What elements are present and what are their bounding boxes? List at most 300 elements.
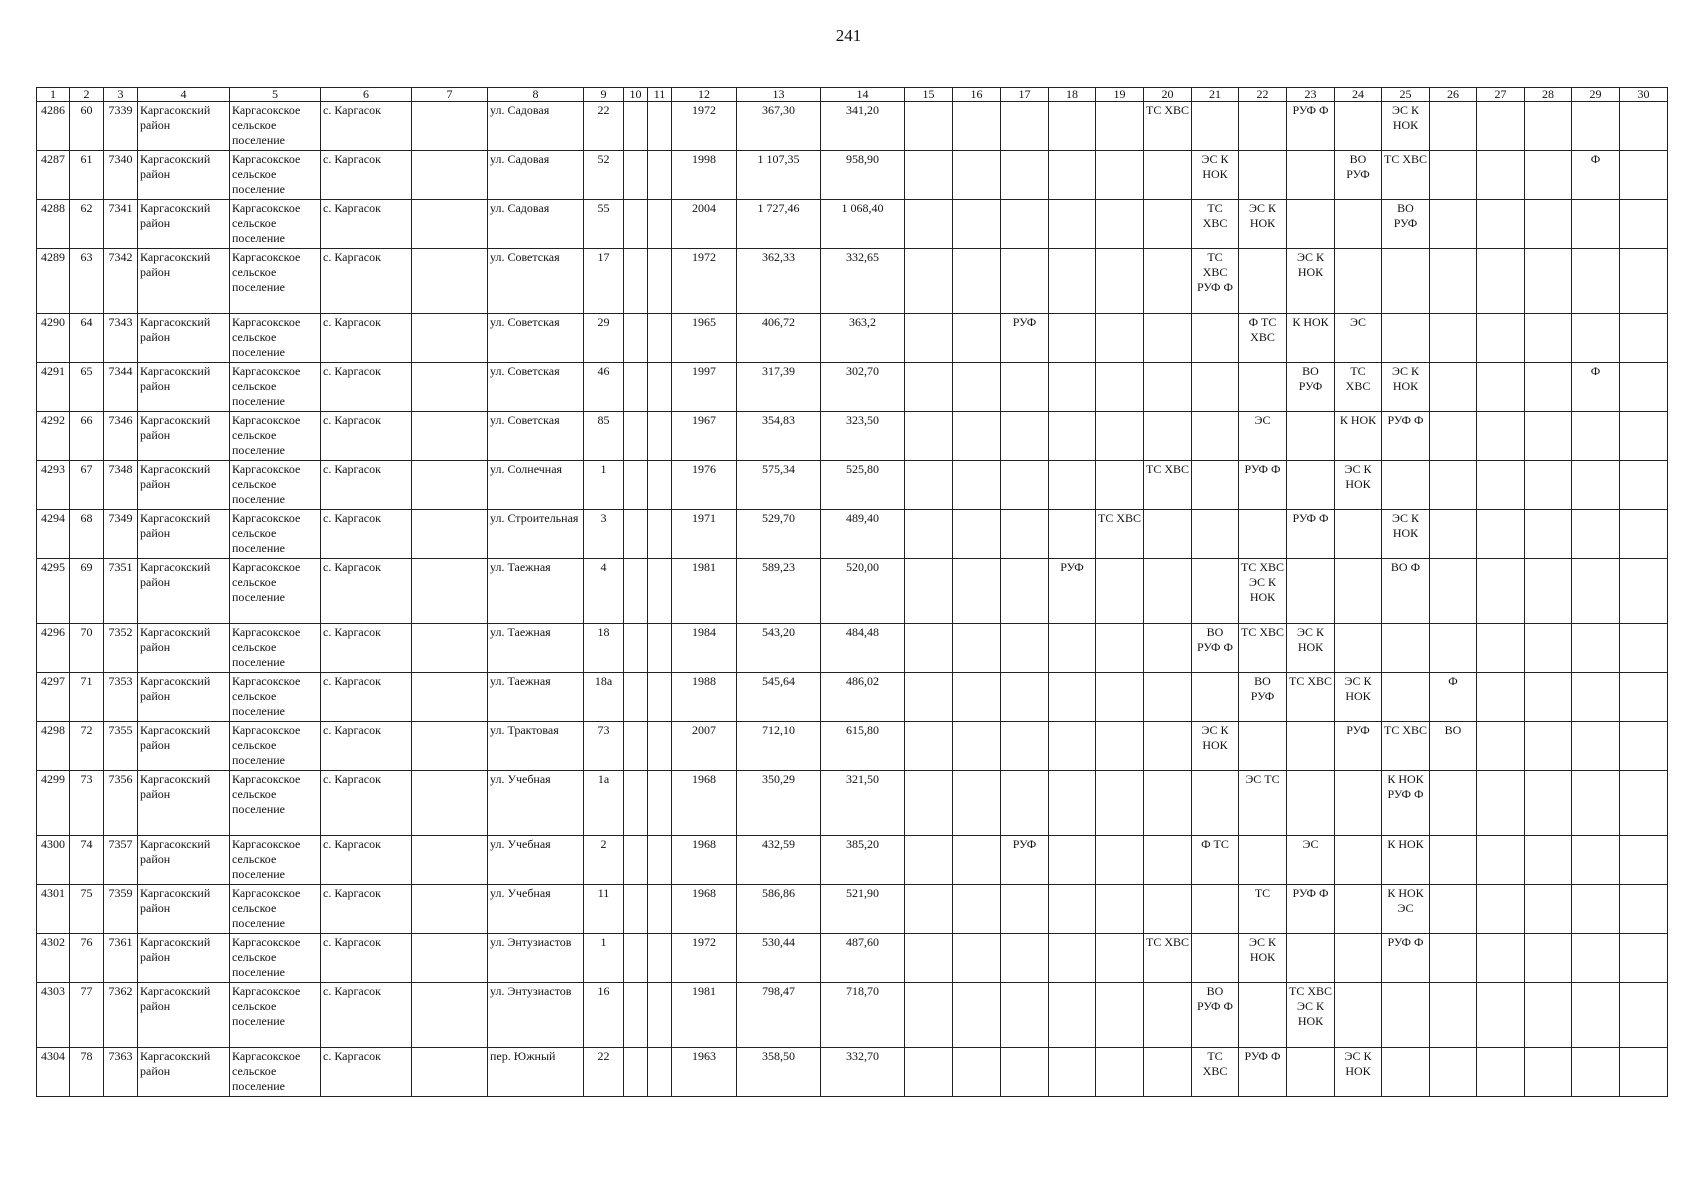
cell-col-7 <box>412 200 488 249</box>
cell-col-29 <box>1572 722 1620 771</box>
cell-col-29: Ф <box>1572 151 1620 200</box>
cell-col-14: 520,00 <box>821 559 905 624</box>
cell-col-15 <box>905 102 953 151</box>
cell-col-5: Каргасокское сельское поселение <box>230 363 321 412</box>
cell-col-3: 7344 <box>104 363 138 412</box>
table-row <box>37 983 1668 1048</box>
cell-col-11 <box>648 885 672 934</box>
cell-col-13: 432,59 <box>737 836 821 885</box>
cell-col-21: ТС ХВС РУФ Ф <box>1192 249 1239 314</box>
cell-col-17 <box>1001 461 1049 510</box>
cell-col-27 <box>1477 510 1525 559</box>
cell-col-8: ул. Учебная <box>488 885 584 934</box>
column-header-16: 16 <box>953 88 1001 102</box>
cell-col-12: 1968 <box>672 885 737 934</box>
cell-col-30 <box>1620 624 1668 673</box>
cell-col-29 <box>1572 249 1620 314</box>
cell-col-17 <box>1001 624 1049 673</box>
cell-col-26 <box>1430 461 1477 510</box>
cell-col-24: ЭС К НОК <box>1335 461 1382 510</box>
cell-col-24 <box>1335 624 1382 673</box>
cell-col-16 <box>953 314 1001 363</box>
cell-col-7 <box>412 1048 488 1097</box>
cell-col-8: ул. Садовая <box>488 151 584 200</box>
cell-col-28 <box>1525 1048 1572 1097</box>
cell-col-29 <box>1572 412 1620 461</box>
cell-col-9: 1 <box>584 461 624 510</box>
cell-col-22: ТС <box>1239 885 1287 934</box>
cell-col-28 <box>1525 510 1572 559</box>
cell-col-20 <box>1144 885 1192 934</box>
cell-col-13: 529,70 <box>737 510 821 559</box>
cell-col-4: Каргасокский район <box>138 771 230 836</box>
cell-col-26 <box>1430 771 1477 836</box>
cell-col-18 <box>1049 771 1096 836</box>
cell-col-29 <box>1572 934 1620 983</box>
cell-col-16 <box>953 363 1001 412</box>
cell-col-13: 1 727,46 <box>737 200 821 249</box>
cell-col-8: ул. Советская <box>488 249 584 314</box>
cell-col-20 <box>1144 1048 1192 1097</box>
cell-col-18 <box>1049 934 1096 983</box>
cell-col-21 <box>1192 102 1239 151</box>
cell-col-20 <box>1144 673 1192 722</box>
cell-col-1: 4296 <box>37 624 70 673</box>
cell-col-28 <box>1525 624 1572 673</box>
cell-col-12: 1967 <box>672 412 737 461</box>
cell-col-9: 3 <box>584 510 624 559</box>
cell-col-9: 55 <box>584 200 624 249</box>
cell-col-28 <box>1525 559 1572 624</box>
cell-col-24: ЭС <box>1335 314 1382 363</box>
cell-col-4: Каргасокский район <box>138 983 230 1048</box>
cell-col-22: Ф ТС ХВС <box>1239 314 1287 363</box>
cell-col-5: Каргасокское сельское поселение <box>230 624 321 673</box>
cell-col-24: ТС ХВС <box>1335 363 1382 412</box>
cell-col-10 <box>624 200 648 249</box>
cell-col-23: ТС ХВС ЭС К НОК <box>1287 983 1335 1048</box>
cell-col-1: 4292 <box>37 412 70 461</box>
cell-col-14: 363,2 <box>821 314 905 363</box>
cell-col-23 <box>1287 934 1335 983</box>
cell-col-2: 75 <box>70 885 104 934</box>
cell-col-25: ЭС К НОК <box>1382 363 1430 412</box>
column-header-8: 8 <box>488 88 584 102</box>
cell-col-4: Каргасокский район <box>138 510 230 559</box>
cell-col-22: РУФ Ф <box>1239 1048 1287 1097</box>
cell-col-24 <box>1335 200 1382 249</box>
cell-col-13: 367,30 <box>737 102 821 151</box>
cell-col-17 <box>1001 102 1049 151</box>
column-header-26: 26 <box>1430 88 1477 102</box>
cell-col-21 <box>1192 559 1239 624</box>
cell-col-10 <box>624 314 648 363</box>
cell-col-6: с. Каргасок <box>321 836 412 885</box>
cell-col-6: с. Каргасок <box>321 624 412 673</box>
cell-col-11 <box>648 510 672 559</box>
cell-col-4: Каргасокский район <box>138 151 230 200</box>
cell-col-29 <box>1572 461 1620 510</box>
column-header-19: 19 <box>1096 88 1144 102</box>
cell-col-1: 4286 <box>37 102 70 151</box>
cell-col-15 <box>905 1048 953 1097</box>
cell-col-17 <box>1001 771 1049 836</box>
cell-col-9: 4 <box>584 559 624 624</box>
cell-col-22 <box>1239 249 1287 314</box>
cell-col-1: 4297 <box>37 673 70 722</box>
cell-col-25 <box>1382 461 1430 510</box>
cell-col-13: 530,44 <box>737 934 821 983</box>
cell-col-27 <box>1477 771 1525 836</box>
cell-col-17 <box>1001 934 1049 983</box>
cell-col-14: 489,40 <box>821 510 905 559</box>
cell-col-22: РУФ Ф <box>1239 461 1287 510</box>
cell-col-23 <box>1287 412 1335 461</box>
cell-col-18 <box>1049 151 1096 200</box>
cell-col-14: 332,65 <box>821 249 905 314</box>
cell-col-17: РУФ <box>1001 314 1049 363</box>
cell-col-5: Каргасокское сельское поселение <box>230 722 321 771</box>
cell-col-19 <box>1096 624 1144 673</box>
cell-col-12: 1976 <box>672 461 737 510</box>
cell-col-16 <box>953 510 1001 559</box>
cell-col-23: К НОК <box>1287 314 1335 363</box>
cell-col-25: РУФ Ф <box>1382 934 1430 983</box>
cell-col-3: 7353 <box>104 673 138 722</box>
cell-col-2: 60 <box>70 102 104 151</box>
cell-col-1: 4287 <box>37 151 70 200</box>
cell-col-15 <box>905 363 953 412</box>
table-row <box>37 314 1668 363</box>
cell-col-25 <box>1382 249 1430 314</box>
cell-col-8: ул. Солнечная <box>488 461 584 510</box>
cell-col-19: ТС ХВС <box>1096 510 1144 559</box>
cell-col-29 <box>1572 1048 1620 1097</box>
cell-col-30 <box>1620 102 1668 151</box>
cell-col-8: ул. Садовая <box>488 102 584 151</box>
table-row <box>37 510 1668 559</box>
cell-col-15 <box>905 249 953 314</box>
cell-col-16 <box>953 934 1001 983</box>
cell-col-15 <box>905 673 953 722</box>
cell-col-21: ЭС К НОК <box>1192 151 1239 200</box>
table-row <box>37 412 1668 461</box>
cell-col-6: с. Каргасок <box>321 151 412 200</box>
cell-col-3: 7362 <box>104 983 138 1048</box>
cell-col-27 <box>1477 885 1525 934</box>
cell-col-6: с. Каргасок <box>321 673 412 722</box>
cell-col-10 <box>624 624 648 673</box>
cell-col-22 <box>1239 363 1287 412</box>
cell-col-14: 341,20 <box>821 102 905 151</box>
cell-col-30 <box>1620 363 1668 412</box>
cell-col-7 <box>412 836 488 885</box>
cell-col-12: 1984 <box>672 624 737 673</box>
cell-col-21 <box>1192 673 1239 722</box>
cell-col-27 <box>1477 461 1525 510</box>
column-header-21: 21 <box>1192 88 1239 102</box>
cell-col-30 <box>1620 249 1668 314</box>
cell-col-9: 22 <box>584 102 624 151</box>
cell-col-27 <box>1477 934 1525 983</box>
cell-col-6: с. Каргасок <box>321 461 412 510</box>
cell-col-18 <box>1049 673 1096 722</box>
cell-col-9: 18а <box>584 673 624 722</box>
cell-col-4: Каргасокский район <box>138 200 230 249</box>
cell-col-6: с. Каргасок <box>321 200 412 249</box>
cell-col-22 <box>1239 983 1287 1048</box>
cell-col-23: РУФ Ф <box>1287 510 1335 559</box>
cell-col-6: с. Каргасок <box>321 934 412 983</box>
cell-col-23 <box>1287 461 1335 510</box>
cell-col-19 <box>1096 934 1144 983</box>
cell-col-15 <box>905 624 953 673</box>
cell-col-22 <box>1239 722 1287 771</box>
cell-col-25 <box>1382 314 1430 363</box>
cell-col-12: 1968 <box>672 771 737 836</box>
cell-col-12: 1963 <box>672 1048 737 1097</box>
cell-col-17 <box>1001 673 1049 722</box>
cell-col-19 <box>1096 722 1144 771</box>
column-header-29: 29 <box>1572 88 1620 102</box>
cell-col-19 <box>1096 200 1144 249</box>
cell-col-14: 615,80 <box>821 722 905 771</box>
cell-col-11 <box>648 363 672 412</box>
cell-col-1: 4294 <box>37 510 70 559</box>
column-header-11: 11 <box>648 88 672 102</box>
cell-col-6: с. Каргасок <box>321 102 412 151</box>
cell-col-21 <box>1192 771 1239 836</box>
cell-col-6: с. Каргасок <box>321 363 412 412</box>
cell-col-1: 4289 <box>37 249 70 314</box>
cell-col-7 <box>412 722 488 771</box>
cell-col-12: 1981 <box>672 983 737 1048</box>
cell-col-3: 7349 <box>104 510 138 559</box>
cell-col-27 <box>1477 363 1525 412</box>
cell-col-5: Каргасокское сельское поселение <box>230 510 321 559</box>
cell-col-24: ВО РУФ <box>1335 151 1382 200</box>
cell-col-18 <box>1049 722 1096 771</box>
cell-col-28 <box>1525 461 1572 510</box>
cell-col-14: 1 068,40 <box>821 200 905 249</box>
cell-col-8: ул. Таежная <box>488 673 584 722</box>
table-row <box>37 885 1668 934</box>
cell-col-13: 712,10 <box>737 722 821 771</box>
cell-col-6: с. Каргасок <box>321 412 412 461</box>
cell-col-29 <box>1572 771 1620 836</box>
cell-col-11 <box>648 461 672 510</box>
cell-col-22 <box>1239 836 1287 885</box>
table-row <box>37 461 1668 510</box>
cell-col-19 <box>1096 151 1144 200</box>
cell-col-19 <box>1096 885 1144 934</box>
cell-col-16 <box>953 983 1001 1048</box>
cell-col-5: Каргасокское сельское поселение <box>230 885 321 934</box>
cell-col-11 <box>648 771 672 836</box>
cell-col-20 <box>1144 771 1192 836</box>
cell-col-29 <box>1572 314 1620 363</box>
cell-col-13: 798,47 <box>737 983 821 1048</box>
cell-col-26 <box>1430 885 1477 934</box>
cell-col-24: РУФ <box>1335 722 1382 771</box>
cell-col-29 <box>1572 836 1620 885</box>
cell-col-11 <box>648 836 672 885</box>
cell-col-28 <box>1525 771 1572 836</box>
cell-col-8: ул. Советская <box>488 363 584 412</box>
cell-col-2: 64 <box>70 314 104 363</box>
cell-col-5: Каргасокское сельское поселение <box>230 200 321 249</box>
cell-col-27 <box>1477 151 1525 200</box>
column-header-30: 30 <box>1620 88 1668 102</box>
cell-col-7 <box>412 673 488 722</box>
cell-col-16 <box>953 151 1001 200</box>
cell-col-26 <box>1430 102 1477 151</box>
cell-col-18 <box>1049 363 1096 412</box>
cell-col-26 <box>1430 510 1477 559</box>
cell-col-28 <box>1525 314 1572 363</box>
cell-col-11 <box>648 1048 672 1097</box>
cell-col-25: К НОК <box>1382 836 1430 885</box>
cell-col-28 <box>1525 249 1572 314</box>
cell-col-23 <box>1287 771 1335 836</box>
cell-col-10 <box>624 1048 648 1097</box>
cell-col-28 <box>1525 412 1572 461</box>
cell-col-13: 575,34 <box>737 461 821 510</box>
cell-col-23: ЭС <box>1287 836 1335 885</box>
cell-col-6: с. Каргасок <box>321 771 412 836</box>
cell-col-4: Каргасокский район <box>138 1048 230 1097</box>
cell-col-20: ТС ХВС <box>1144 461 1192 510</box>
cell-col-28 <box>1525 885 1572 934</box>
cell-col-15 <box>905 559 953 624</box>
cell-col-26 <box>1430 363 1477 412</box>
cell-col-13: 406,72 <box>737 314 821 363</box>
cell-col-21: ВО РУФ Ф <box>1192 624 1239 673</box>
cell-col-17 <box>1001 151 1049 200</box>
cell-col-26 <box>1430 559 1477 624</box>
cell-col-23: ЭС К НОК <box>1287 249 1335 314</box>
cell-col-18 <box>1049 102 1096 151</box>
cell-col-19 <box>1096 249 1144 314</box>
cell-col-5: Каргасокское сельское поселение <box>230 461 321 510</box>
cell-col-21: ТС ХВС <box>1192 1048 1239 1097</box>
cell-col-10 <box>624 249 648 314</box>
cell-col-11 <box>648 934 672 983</box>
cell-col-7 <box>412 314 488 363</box>
table-row <box>37 673 1668 722</box>
cell-col-14: 521,90 <box>821 885 905 934</box>
cell-col-4: Каргасокский район <box>138 249 230 314</box>
column-header-7: 7 <box>412 88 488 102</box>
cell-col-26 <box>1430 249 1477 314</box>
cell-col-21 <box>1192 314 1239 363</box>
building-register-table <box>36 87 1668 1097</box>
cell-col-30 <box>1620 314 1668 363</box>
column-header-4: 4 <box>138 88 230 102</box>
column-header-22: 22 <box>1239 88 1287 102</box>
cell-col-22: ЭС К НОК <box>1239 200 1287 249</box>
cell-col-12: 1972 <box>672 249 737 314</box>
cell-col-22 <box>1239 151 1287 200</box>
cell-col-2: 66 <box>70 412 104 461</box>
cell-col-23: ВО РУФ <box>1287 363 1335 412</box>
cell-col-21: ЭС К НОК <box>1192 722 1239 771</box>
cell-col-22: ВО РУФ <box>1239 673 1287 722</box>
cell-col-12: 1968 <box>672 836 737 885</box>
cell-col-25: К НОК ЭС <box>1382 885 1430 934</box>
cell-col-5: Каргасокское сельское поселение <box>230 314 321 363</box>
column-header-12: 12 <box>672 88 737 102</box>
cell-col-10 <box>624 412 648 461</box>
cell-col-16 <box>953 1048 1001 1097</box>
cell-col-27 <box>1477 102 1525 151</box>
cell-col-2: 73 <box>70 771 104 836</box>
cell-col-17 <box>1001 249 1049 314</box>
cell-col-2: 68 <box>70 510 104 559</box>
cell-col-10 <box>624 722 648 771</box>
cell-col-17 <box>1001 200 1049 249</box>
cell-col-26 <box>1430 1048 1477 1097</box>
cell-col-1: 4302 <box>37 934 70 983</box>
cell-col-18 <box>1049 885 1096 934</box>
cell-col-7 <box>412 412 488 461</box>
cell-col-8: пер. Южный <box>488 1048 584 1097</box>
cell-col-7 <box>412 151 488 200</box>
cell-col-10 <box>624 461 648 510</box>
cell-col-29 <box>1572 673 1620 722</box>
column-header-20: 20 <box>1144 88 1192 102</box>
cell-col-24 <box>1335 983 1382 1048</box>
cell-col-29 <box>1572 200 1620 249</box>
cell-col-20 <box>1144 510 1192 559</box>
cell-col-16 <box>953 249 1001 314</box>
table-row <box>37 151 1668 200</box>
cell-col-15 <box>905 461 953 510</box>
cell-col-20: ТС ХВС <box>1144 934 1192 983</box>
cell-col-5: Каргасокское сельское поселение <box>230 1048 321 1097</box>
cell-col-24 <box>1335 510 1382 559</box>
cell-col-20 <box>1144 151 1192 200</box>
cell-col-15 <box>905 722 953 771</box>
cell-col-28 <box>1525 102 1572 151</box>
cell-col-21 <box>1192 885 1239 934</box>
cell-col-10 <box>624 102 648 151</box>
cell-col-25: ВО Ф <box>1382 559 1430 624</box>
cell-col-2: 72 <box>70 722 104 771</box>
cell-col-25 <box>1382 983 1430 1048</box>
column-header-23: 23 <box>1287 88 1335 102</box>
cell-col-27 <box>1477 412 1525 461</box>
table-body <box>37 102 1668 1097</box>
cell-col-1: 4299 <box>37 771 70 836</box>
cell-col-1: 4304 <box>37 1048 70 1097</box>
cell-col-29: Ф <box>1572 363 1620 412</box>
cell-col-12: 1981 <box>672 559 737 624</box>
cell-col-8: ул. Учебная <box>488 836 584 885</box>
cell-col-19 <box>1096 461 1144 510</box>
cell-col-18 <box>1049 1048 1096 1097</box>
column-header-3: 3 <box>104 88 138 102</box>
cell-col-22 <box>1239 510 1287 559</box>
cell-col-12: 2004 <box>672 200 737 249</box>
cell-col-2: 69 <box>70 559 104 624</box>
cell-col-1: 4293 <box>37 461 70 510</box>
column-header-10: 10 <box>624 88 648 102</box>
cell-col-17 <box>1001 510 1049 559</box>
cell-col-16 <box>953 722 1001 771</box>
cell-col-30 <box>1620 885 1668 934</box>
cell-col-17 <box>1001 722 1049 771</box>
